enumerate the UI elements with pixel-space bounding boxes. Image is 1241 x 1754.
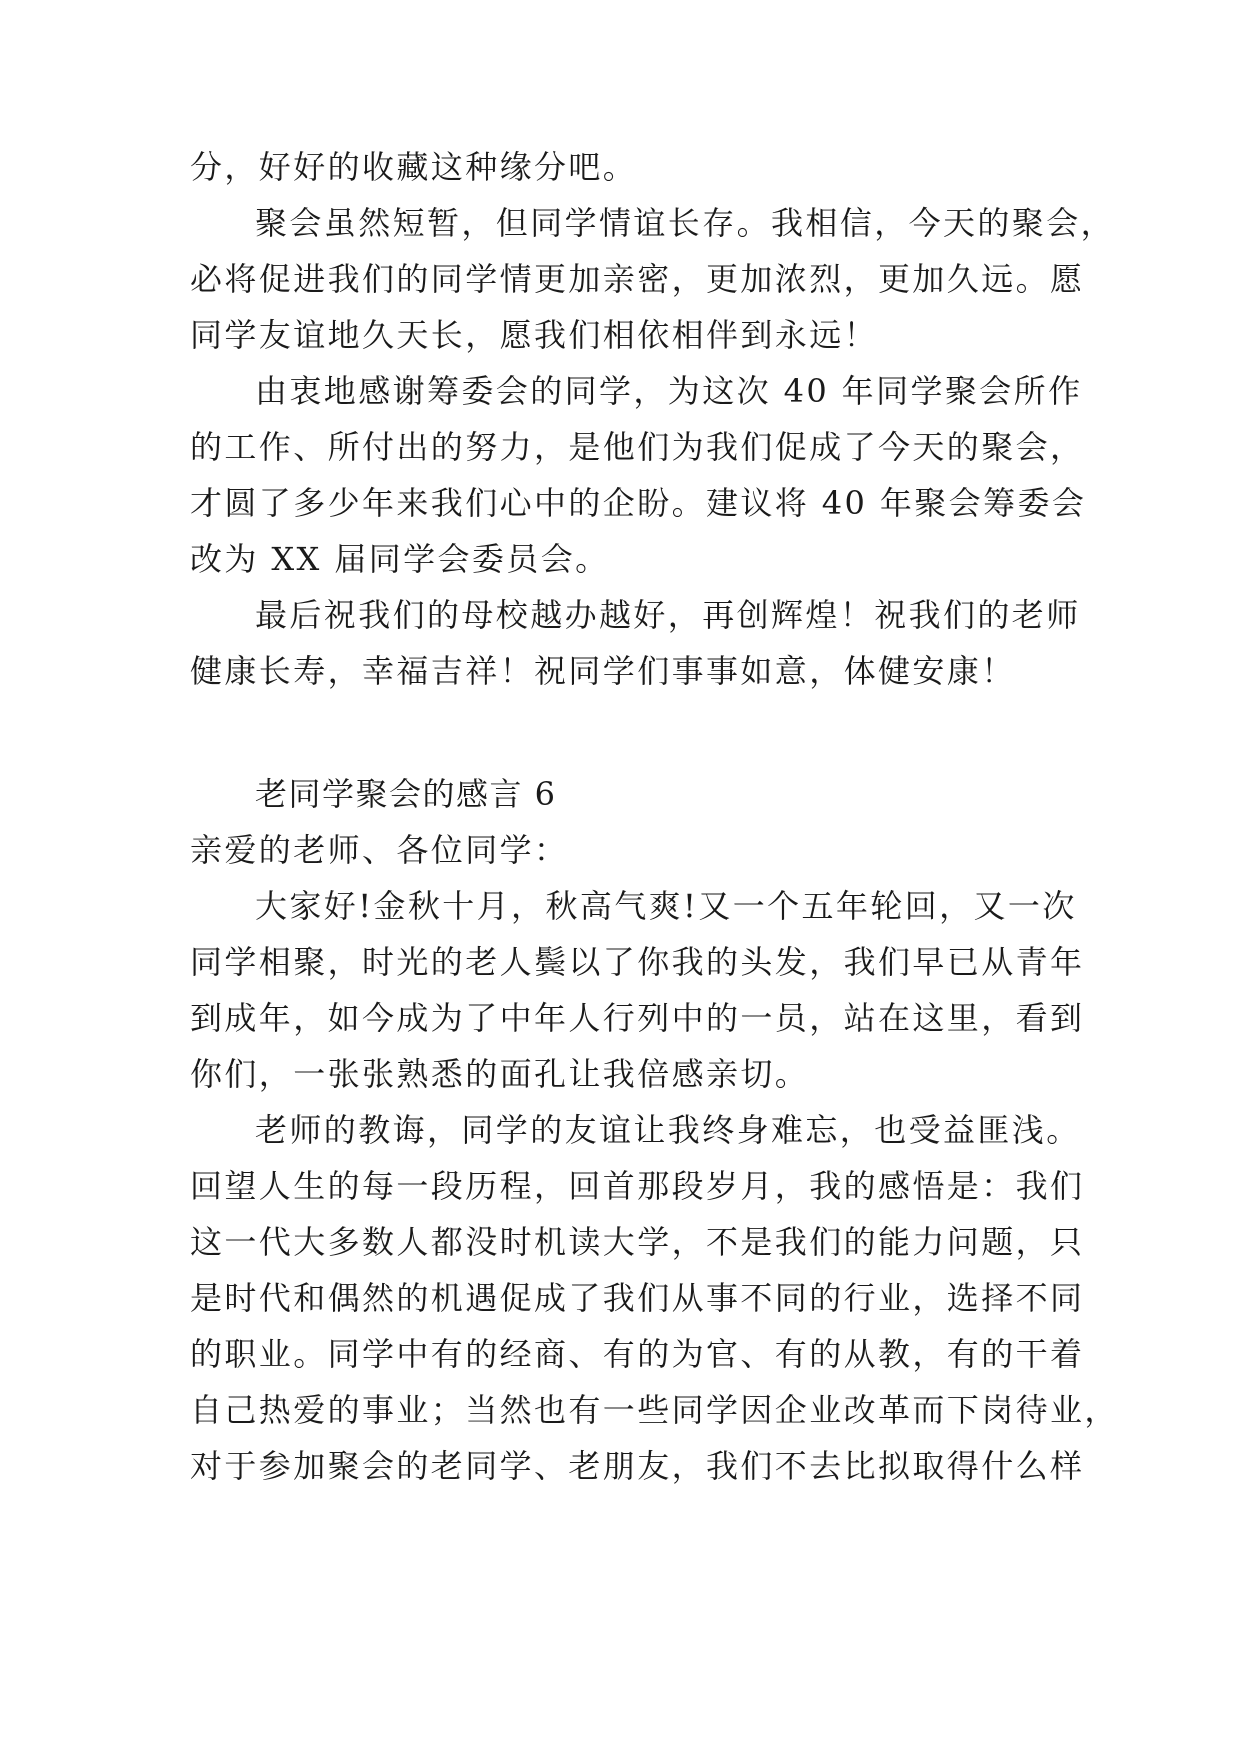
paragraph-line: 的职业。同学中有的经商、有的为官、有的从教，有的干着 bbox=[190, 1335, 1085, 1373]
paragraph-line: 大家好!金秋十月，秋高气爽!又一个五年轮回，又一次 bbox=[255, 887, 1077, 925]
section-title: 老同学聚会的感言 6 bbox=[255, 775, 557, 813]
paragraph-line: 是时代和偶然的机遇促成了我们从事不同的行业，选择不同 bbox=[190, 1279, 1085, 1317]
paragraph-line: 对于参加聚会的老同学、老朋友，我们不去比拟取得什么样 bbox=[190, 1447, 1085, 1485]
greeting: 亲爱的老师、各位同学： bbox=[190, 831, 569, 869]
paragraph-line: 老师的教诲，同学的友谊让我终身难忘，也受益匪浅。 bbox=[255, 1111, 1081, 1149]
paragraph-line: 同学友谊地久天长，愿我们相依相伴到永远！ bbox=[190, 316, 879, 354]
paragraph-line: 同学相聚，时光的老人鬓以了你我的头发，我们早已从青年 bbox=[190, 943, 1085, 981]
paragraph-line: 由衷地感谢筹委会的同学，为这次 40 年同学聚会所作 bbox=[255, 372, 1083, 410]
paragraph-line: 健康长寿，幸福吉祥！祝同学们事事如意，体健安康！ bbox=[190, 652, 1016, 690]
paragraph-line: 分，好好的收藏这种缘分吧。 bbox=[190, 148, 638, 186]
paragraph-line: 的工作、所付出的努力，是他们为我们促成了今天的聚会， bbox=[190, 428, 1085, 466]
paragraph-line: 你们，一张张熟悉的面孔让我倍感亲切。 bbox=[190, 1055, 810, 1093]
paragraph-line: 改为 XX 届同学会委员会。 bbox=[190, 540, 610, 578]
paragraph-line: 回望人生的每一段历程，回首那段岁月，我的感悟是：我们 bbox=[190, 1167, 1085, 1205]
paragraph-line: 才圆了多少年来我们心中的企盼。建议将 40 年聚会筹委会 bbox=[190, 484, 1087, 522]
paragraph-line: 聚会虽然短暂，但同学情谊长存。我相信，今天的聚会， bbox=[255, 204, 1116, 242]
paragraph-line: 这一代大多数人都没时机读大学，不是我们的能力问题，只 bbox=[190, 1223, 1085, 1261]
paragraph-line: 必将促进我们的同学情更加亲密，更加浓烈，更加久远。愿 bbox=[190, 260, 1085, 298]
paragraph-line: 最后祝我们的母校越办越好，再创辉煌！祝我们的老师 bbox=[255, 596, 1081, 634]
paragraph-line: 自己热爱的事业；当然也有一些同学因企业改革而下岗待业， bbox=[190, 1391, 1119, 1429]
paragraph-line: 到成年，如今成为了中年人行列中的一员，站在这里，看到 bbox=[190, 999, 1085, 1037]
